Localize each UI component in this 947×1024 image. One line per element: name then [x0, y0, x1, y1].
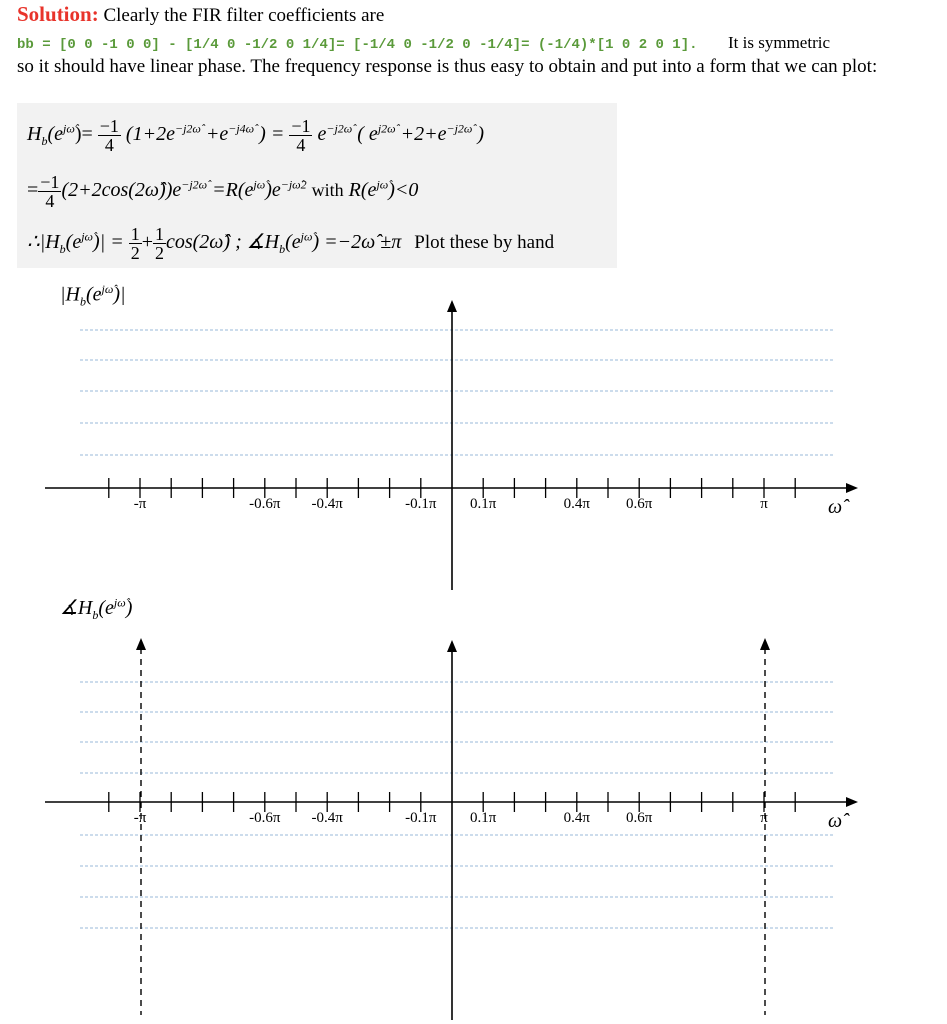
x-tick-label: -π	[133, 496, 147, 512]
fraction: $\frac{-1}{4}$	[291, 116, 311, 155]
x-tick-label: -0.6π	[249, 810, 281, 826]
y-axis-arrow-icon	[447, 300, 457, 312]
x-tick-label: 0.6π	[626, 496, 653, 512]
pi-arrow-icon	[760, 638, 770, 650]
phase-plot	[0, 630, 947, 1024]
x-axis-arrow-icon	[846, 483, 858, 493]
magnitude-axis-label: $|H_b(e^{j\omegâ})|$	[60, 282, 126, 309]
x-tick-label: π	[760, 496, 768, 512]
x-tick-label: -0.1π	[405, 810, 437, 826]
y-axis-arrow-icon	[447, 640, 457, 652]
symmetric-note: It is symmetric	[728, 33, 830, 52]
equation-3: $\therefore|H_b(e^{j\omegâ})|$ = $\frac{1}{2}$ + $\frac{1}{2}$ cos(2ω̂) ; $∡H_b(e^{j\omegâ})$ =−2ω̂ ±π Plot these by hand	[27, 224, 555, 263]
solution-intro: Clearly the FIR filter coefficients are	[103, 5, 385, 26]
coefficient-line	[17, 33, 830, 53]
phase-axis-label: $∡H_b(e^{j\omegâ})$	[60, 595, 133, 622]
phase-x-label: ω̂	[828, 810, 843, 832]
x-tick-label: 0.6π	[626, 810, 653, 826]
x-tick-label: 0.1π	[470, 810, 497, 826]
solution-heading	[17, 2, 384, 27]
x-axis-arrow-icon	[846, 797, 858, 807]
solution-label: Solution:	[17, 2, 99, 26]
magnitude-plot	[0, 290, 947, 600]
equation-2: = $\frac{-1}{4}$ $(2+2\cos(2\omegâ))e^{-j2\omegâ} =R(e^{j\omegâ})e^{-j\omegâ2}$ with $R(e^{j\omegâ})<0$	[27, 172, 419, 211]
fraction: $\frac{1}{2}$	[154, 224, 164, 263]
magnitude-x-label: ω̂	[828, 496, 843, 518]
explanation-paragraph: so it should have linear phase. The frequency response is thus easy to obtain and put into a form that we can plot:	[17, 56, 878, 77]
equation-1: $H_b(e^{j\omegâ})=$ $\frac{-1}{4}$ ($1+2e^{-j2\omegâ} +e^{-j4\omegâ}$ ) = $\frac{-1}{4}$ $e^{-j2\omegâ}$ ( $e^{j2\omegâ} +2+e^{-j2\omegâ}$ )	[27, 116, 485, 155]
x-tick-label: -π	[133, 810, 147, 826]
fraction: $\frac{1}{2}$	[130, 224, 140, 263]
fraction: $\frac{-1}{4}$	[40, 172, 60, 211]
x-tick-label: -0.6π	[249, 496, 281, 512]
x-tick-label: π	[760, 810, 768, 826]
fraction: $\frac{-1}{4}$	[99, 116, 119, 155]
x-tick-label: 0.4π	[563, 496, 590, 512]
x-tick-label: -0.4π	[311, 810, 343, 826]
x-tick-label: 0.1π	[470, 496, 497, 512]
equation-box	[17, 103, 617, 268]
minus-pi-arrow-icon	[136, 638, 146, 650]
coefficient-code: bb = [0 0 -1 0 0] - [1/4 0 -1/2 0 1/4]= [-1/4 0 -1/2 0 -1/4]= (-1/4)*[1 0 2 0 1].	[17, 37, 698, 53]
x-tick-label: -0.1π	[405, 496, 437, 512]
x-tick-label: 0.4π	[563, 810, 590, 826]
x-tick-label: -0.4π	[311, 496, 343, 512]
